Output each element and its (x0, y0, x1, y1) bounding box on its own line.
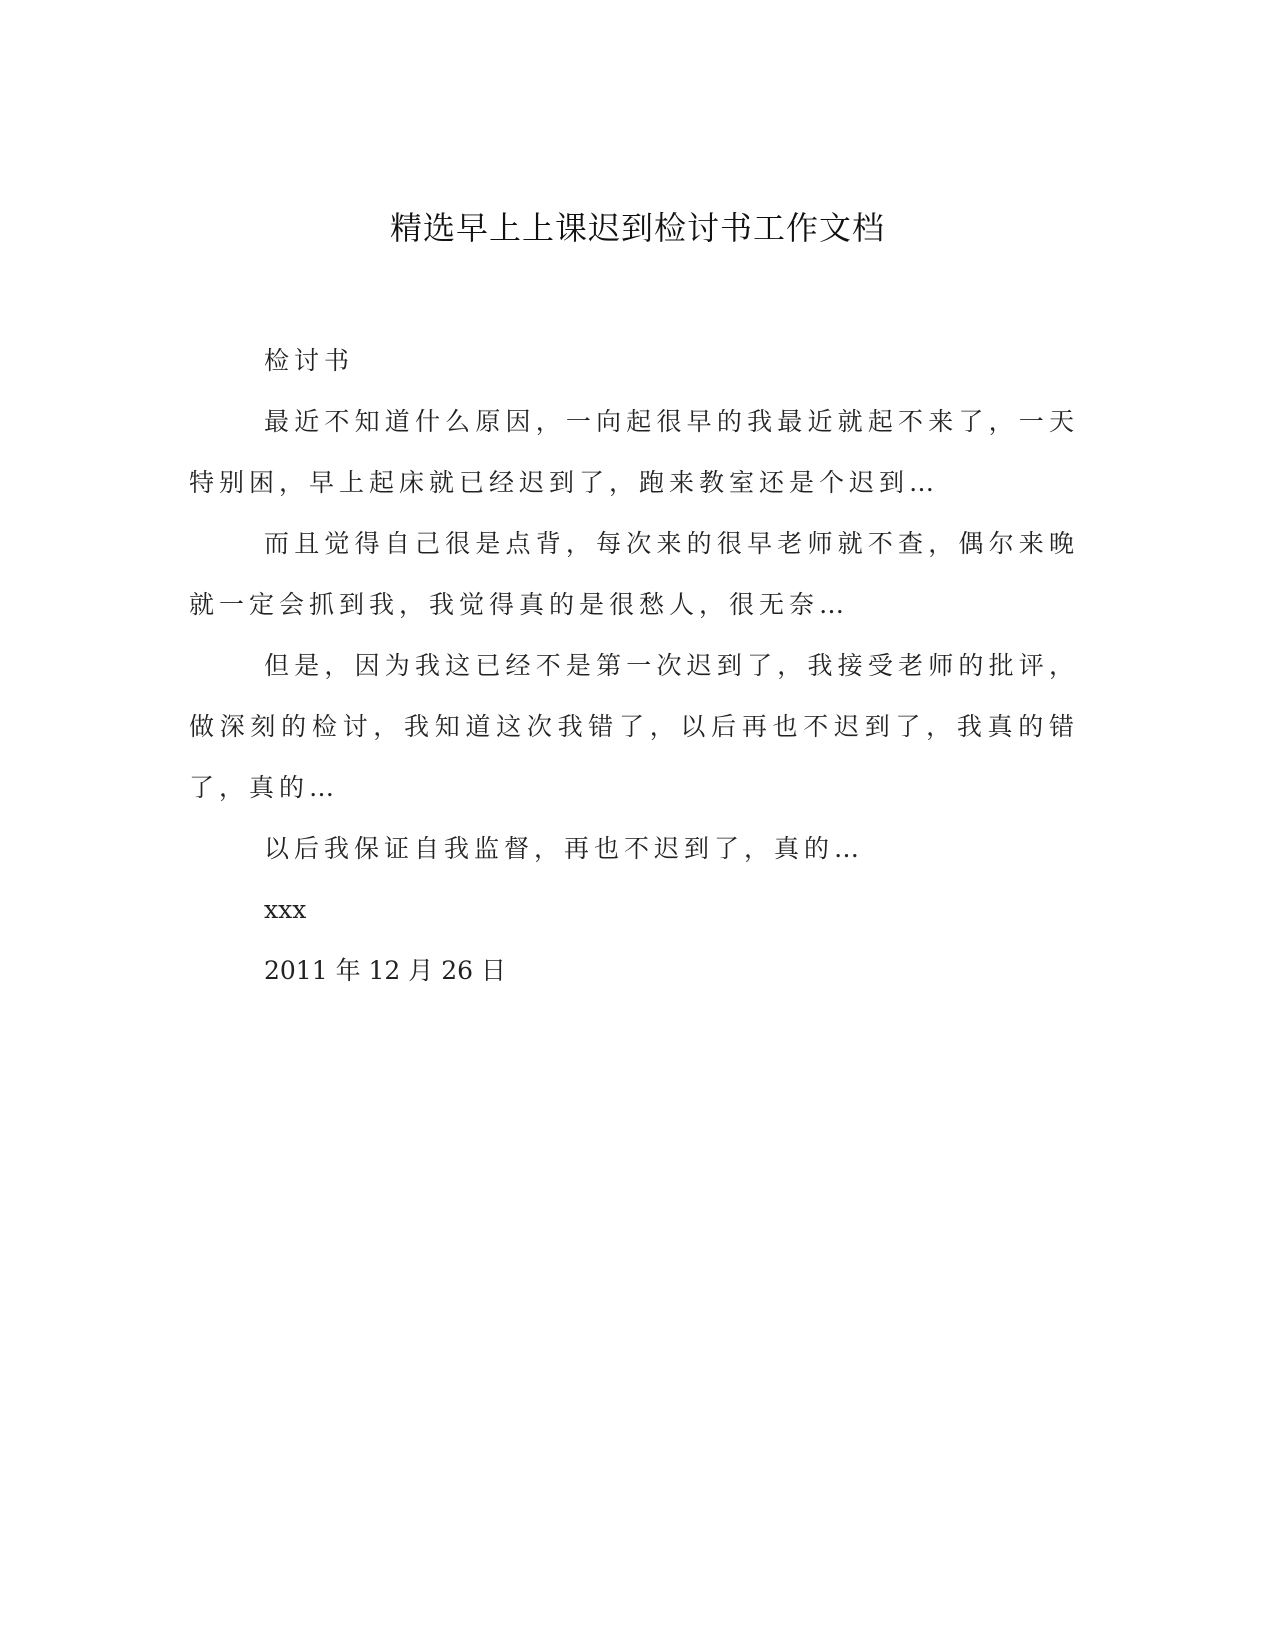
paragraph-3: 但是，因为我这已经不是第一次迟到了，我接受老师的批评，做深刻的检讨，我知道这次我错了，以后再也不迟到了，我真的错了，真的… (189, 651, 1079, 802)
paragraph-2: 而且觉得自己很是点背，每次来的很早老师就不查，偶尔来晚就一定会抓到我，我觉得真的是很愁人，很无奈… (189, 529, 1079, 619)
signature: xxx (264, 895, 307, 924)
document-title: 精选早上上课迟到检讨书工作文档 (389, 209, 885, 247)
document-body (189, 330, 1079, 1001)
paragraph-4: 以后我保证自我监督，再也不迟到了，真的… (264, 834, 865, 863)
date-line: 2011 年 12 月 26 日 (264, 956, 506, 985)
paragraph-1: 最近不知道什么原因，一向起很早的我最近就起不来了，一天特别困，早上起床就已经迟到了，跑来教室还是个迟到… (189, 407, 1079, 497)
heading-line: 检讨书 (264, 346, 355, 375)
